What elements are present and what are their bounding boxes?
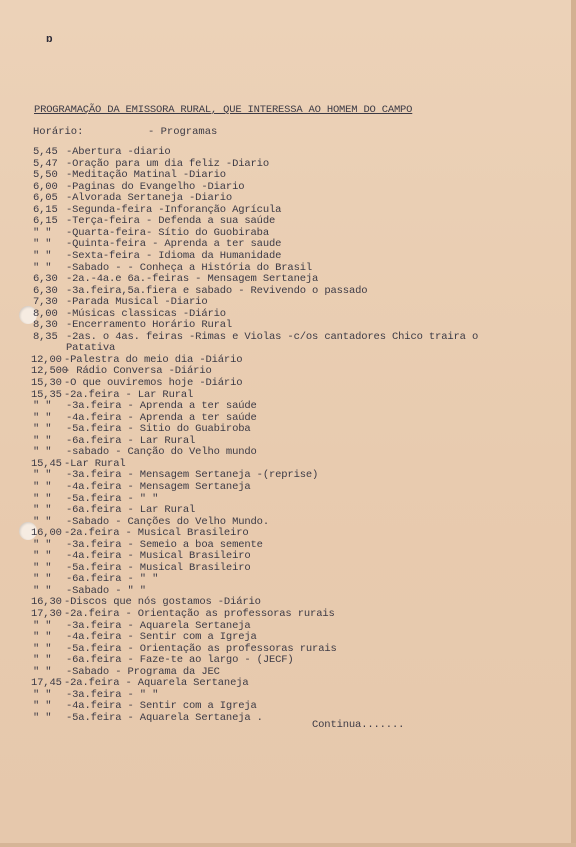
schedule-program: -Paginas do Evangelho -Diario bbox=[66, 181, 245, 193]
schedule-time: " " bbox=[33, 700, 52, 712]
schedule-time: 15,45 bbox=[31, 458, 62, 470]
schedule-program: -2a.-4a.e 6a.-feiras - Mensagem Sertaneja bbox=[66, 273, 319, 285]
schedule-program: -O que ouviremos hoje -Diário bbox=[64, 377, 243, 389]
schedule-time: " " bbox=[33, 562, 52, 574]
schedule-program: -6a.feira - Faze-te ao largo - (JECF) bbox=[66, 654, 294, 666]
schedule-program: -Sabado - " " bbox=[66, 585, 146, 597]
schedule-program: -6a.feira - Lar Rural bbox=[66, 435, 196, 447]
schedule-program: -5a.feira - Aquarela Sertaneja . bbox=[66, 712, 263, 724]
schedule-program: -Parada Musical -Diario bbox=[66, 296, 208, 308]
schedule-time: " " bbox=[33, 446, 52, 458]
schedule-time: " " bbox=[33, 689, 52, 701]
schedule-program: -Alvorada Sertaneja -Diario bbox=[66, 192, 233, 204]
schedule-program: -Sabado - - Conheça a História do Brasil bbox=[66, 262, 313, 274]
schedule-program: -3a.feira - Aquarela Sertaneja bbox=[66, 620, 251, 632]
schedule-time: 5,47 bbox=[33, 158, 58, 170]
schedule-program: -6a.feira - " " bbox=[66, 573, 159, 585]
schedule-time: 16,30 bbox=[31, 596, 62, 608]
schedule-time: " " bbox=[33, 539, 52, 551]
schedule-program: -2a.feira - Lar Rural bbox=[64, 389, 194, 401]
schedule-program: -5a.feira - " " bbox=[66, 493, 159, 505]
schedule-time: " " bbox=[33, 493, 52, 505]
schedule-program: -Músicas classicas -Diário bbox=[66, 308, 226, 320]
schedule-program: -3a.feira,5a.fiera e sabado - Revivendo o passado bbox=[66, 285, 368, 297]
schedule-time: " " bbox=[33, 516, 52, 528]
schedule-time: 6,05 bbox=[33, 192, 58, 204]
schedule-time: 5,50 bbox=[33, 169, 58, 181]
schedule-time: 17,45 bbox=[31, 677, 62, 689]
schedule-program: -4a.feira - Aprenda a ter saúde bbox=[66, 412, 257, 424]
schedule-program: -Lar Rural bbox=[64, 458, 126, 470]
schedule-time: " " bbox=[33, 654, 52, 666]
schedule-time: 16,00 bbox=[31, 527, 62, 539]
schedule-program: -2a.feira - Musical Brasileiro bbox=[64, 527, 249, 539]
schedule-program: -Encerramento Horário Rural bbox=[66, 319, 233, 331]
header-time-label: Horário: bbox=[33, 126, 84, 138]
schedule-time: 5,45 bbox=[33, 146, 58, 158]
schedule-time: " " bbox=[33, 481, 52, 493]
schedule-program: -3a.feira - " " bbox=[66, 689, 159, 701]
schedule-time: 8,35 bbox=[33, 331, 58, 343]
schedule-time: " " bbox=[33, 250, 52, 262]
schedule-time: 12,500 bbox=[31, 365, 68, 377]
schedule-time: " " bbox=[33, 643, 52, 655]
schedule-program: -Quinta-feira - Aprenda a ter saude bbox=[66, 238, 282, 250]
schedule-program: -3a.feira - Semeio a boa semente bbox=[66, 539, 263, 551]
header-programs-label: - Programas bbox=[148, 126, 218, 138]
schedule-program: -2as. o 4as. feiras -Rimas e Violas -c/os cantadores Chico traira o bbox=[66, 331, 479, 343]
schedule-program: -Oração para um dia feliz -Diario bbox=[66, 158, 269, 170]
schedule-program: -Abertura -diario bbox=[66, 146, 171, 158]
schedule-program: -sabado - Canção do Velho mundo bbox=[66, 446, 257, 458]
schedule-time: " " bbox=[33, 573, 52, 585]
schedule-time: 6,30 bbox=[33, 273, 58, 285]
schedule-time: " " bbox=[33, 550, 52, 562]
document-title: PROGRAMAÇÃO DA EMISSORA RURAL, QUE INTERESSA AO HOMEM DO CAMPO bbox=[34, 104, 413, 116]
schedule-program: -2a.feira - Aquarela Sertaneja bbox=[64, 677, 249, 689]
schedule-time: " " bbox=[33, 227, 52, 239]
schedule-program: -Sabado - Canções do Velho Mundo. bbox=[66, 516, 269, 528]
schedule-time: " " bbox=[33, 262, 52, 274]
schedule-time: " " bbox=[33, 423, 52, 435]
schedule-program: -Segunda-feira -Inforanção Agrícula bbox=[66, 204, 282, 216]
page-edge-right bbox=[571, 0, 576, 847]
schedule-time: 8,30 bbox=[33, 319, 58, 331]
schedule-time: " " bbox=[33, 631, 52, 643]
schedule-program: -Meditação Matinal -Diario bbox=[66, 169, 226, 181]
schedule-time: " " bbox=[33, 585, 52, 597]
schedule-time: " " bbox=[33, 712, 52, 724]
page-edge-bottom bbox=[0, 843, 576, 847]
continuation-note: Continua....... bbox=[312, 719, 405, 731]
schedule-time: 8,00 bbox=[33, 308, 58, 320]
schedule-program: -3a.feira - Mensagem Sertaneja -(reprise) bbox=[66, 469, 319, 481]
schedule-time: 6,30 bbox=[33, 285, 58, 297]
schedule-program: -6a.feira - Lar Rural bbox=[66, 504, 196, 516]
schedule-program: -3a.feira - Aprenda a ter saúde bbox=[66, 400, 257, 412]
schedule-program: -4a.feira - Sentir com a Igreja bbox=[66, 631, 257, 643]
schedule-program: -Discos que nós gostamos -Diário bbox=[64, 596, 261, 608]
schedule-time: 12,00 bbox=[31, 354, 62, 366]
schedule-time: " " bbox=[33, 666, 52, 678]
schedule-time: 15,35 bbox=[31, 389, 62, 401]
schedule-program: -Sabado - Programa da JEC bbox=[66, 666, 220, 678]
schedule-program: -4a.feira - Musical Brasileiro bbox=[66, 550, 251, 562]
schedule-time: 15,30 bbox=[31, 377, 62, 389]
schedule-program: -5a.feira - Orientação as professoras rurais bbox=[66, 643, 337, 655]
schedule-program: -5a.feira - Musical Brasileiro bbox=[66, 562, 251, 574]
schedule-program: Patativa bbox=[66, 342, 116, 354]
schedule-program: -Terça-feira - Defenda a sua saúde bbox=[66, 215, 276, 227]
schedule-time: " " bbox=[33, 412, 52, 424]
schedule-time: 6,00 bbox=[33, 181, 58, 193]
schedule-program: -4a.feira - Mensagem Sertaneja bbox=[66, 481, 251, 493]
schedule-time: 6,15 bbox=[33, 215, 58, 227]
schedule-program: -Quarta-feira- Sítio do Guobiraba bbox=[66, 227, 269, 239]
schedule-time: " " bbox=[33, 620, 52, 632]
schedule-time: " " bbox=[33, 238, 52, 250]
schedule-program: -5a.feira - Sitio do Guabiroba bbox=[66, 423, 251, 435]
schedule-time: 7,30 bbox=[33, 296, 58, 308]
schedule-program: -4a.feira - Sentir com a Igreja bbox=[66, 700, 257, 712]
schedule-program: -Palestra do meio dia -Diário bbox=[64, 354, 243, 366]
corner-mark: ɒ bbox=[46, 34, 53, 46]
schedule-time: " " bbox=[33, 400, 52, 412]
schedule-program: -Sexta-feira - Idioma da Humanidade bbox=[66, 250, 282, 262]
schedule-time: " " bbox=[33, 469, 52, 481]
schedule-time: 17,30 bbox=[31, 608, 62, 620]
schedule-program: - Rádio Conversa -Diário bbox=[64, 365, 212, 377]
schedule-program: -2a.feira - Orientação as professoras rurais bbox=[64, 608, 335, 620]
schedule-time: " " bbox=[33, 504, 52, 516]
schedule-time: " " bbox=[33, 435, 52, 447]
schedule-time: 6,15 bbox=[33, 204, 58, 216]
